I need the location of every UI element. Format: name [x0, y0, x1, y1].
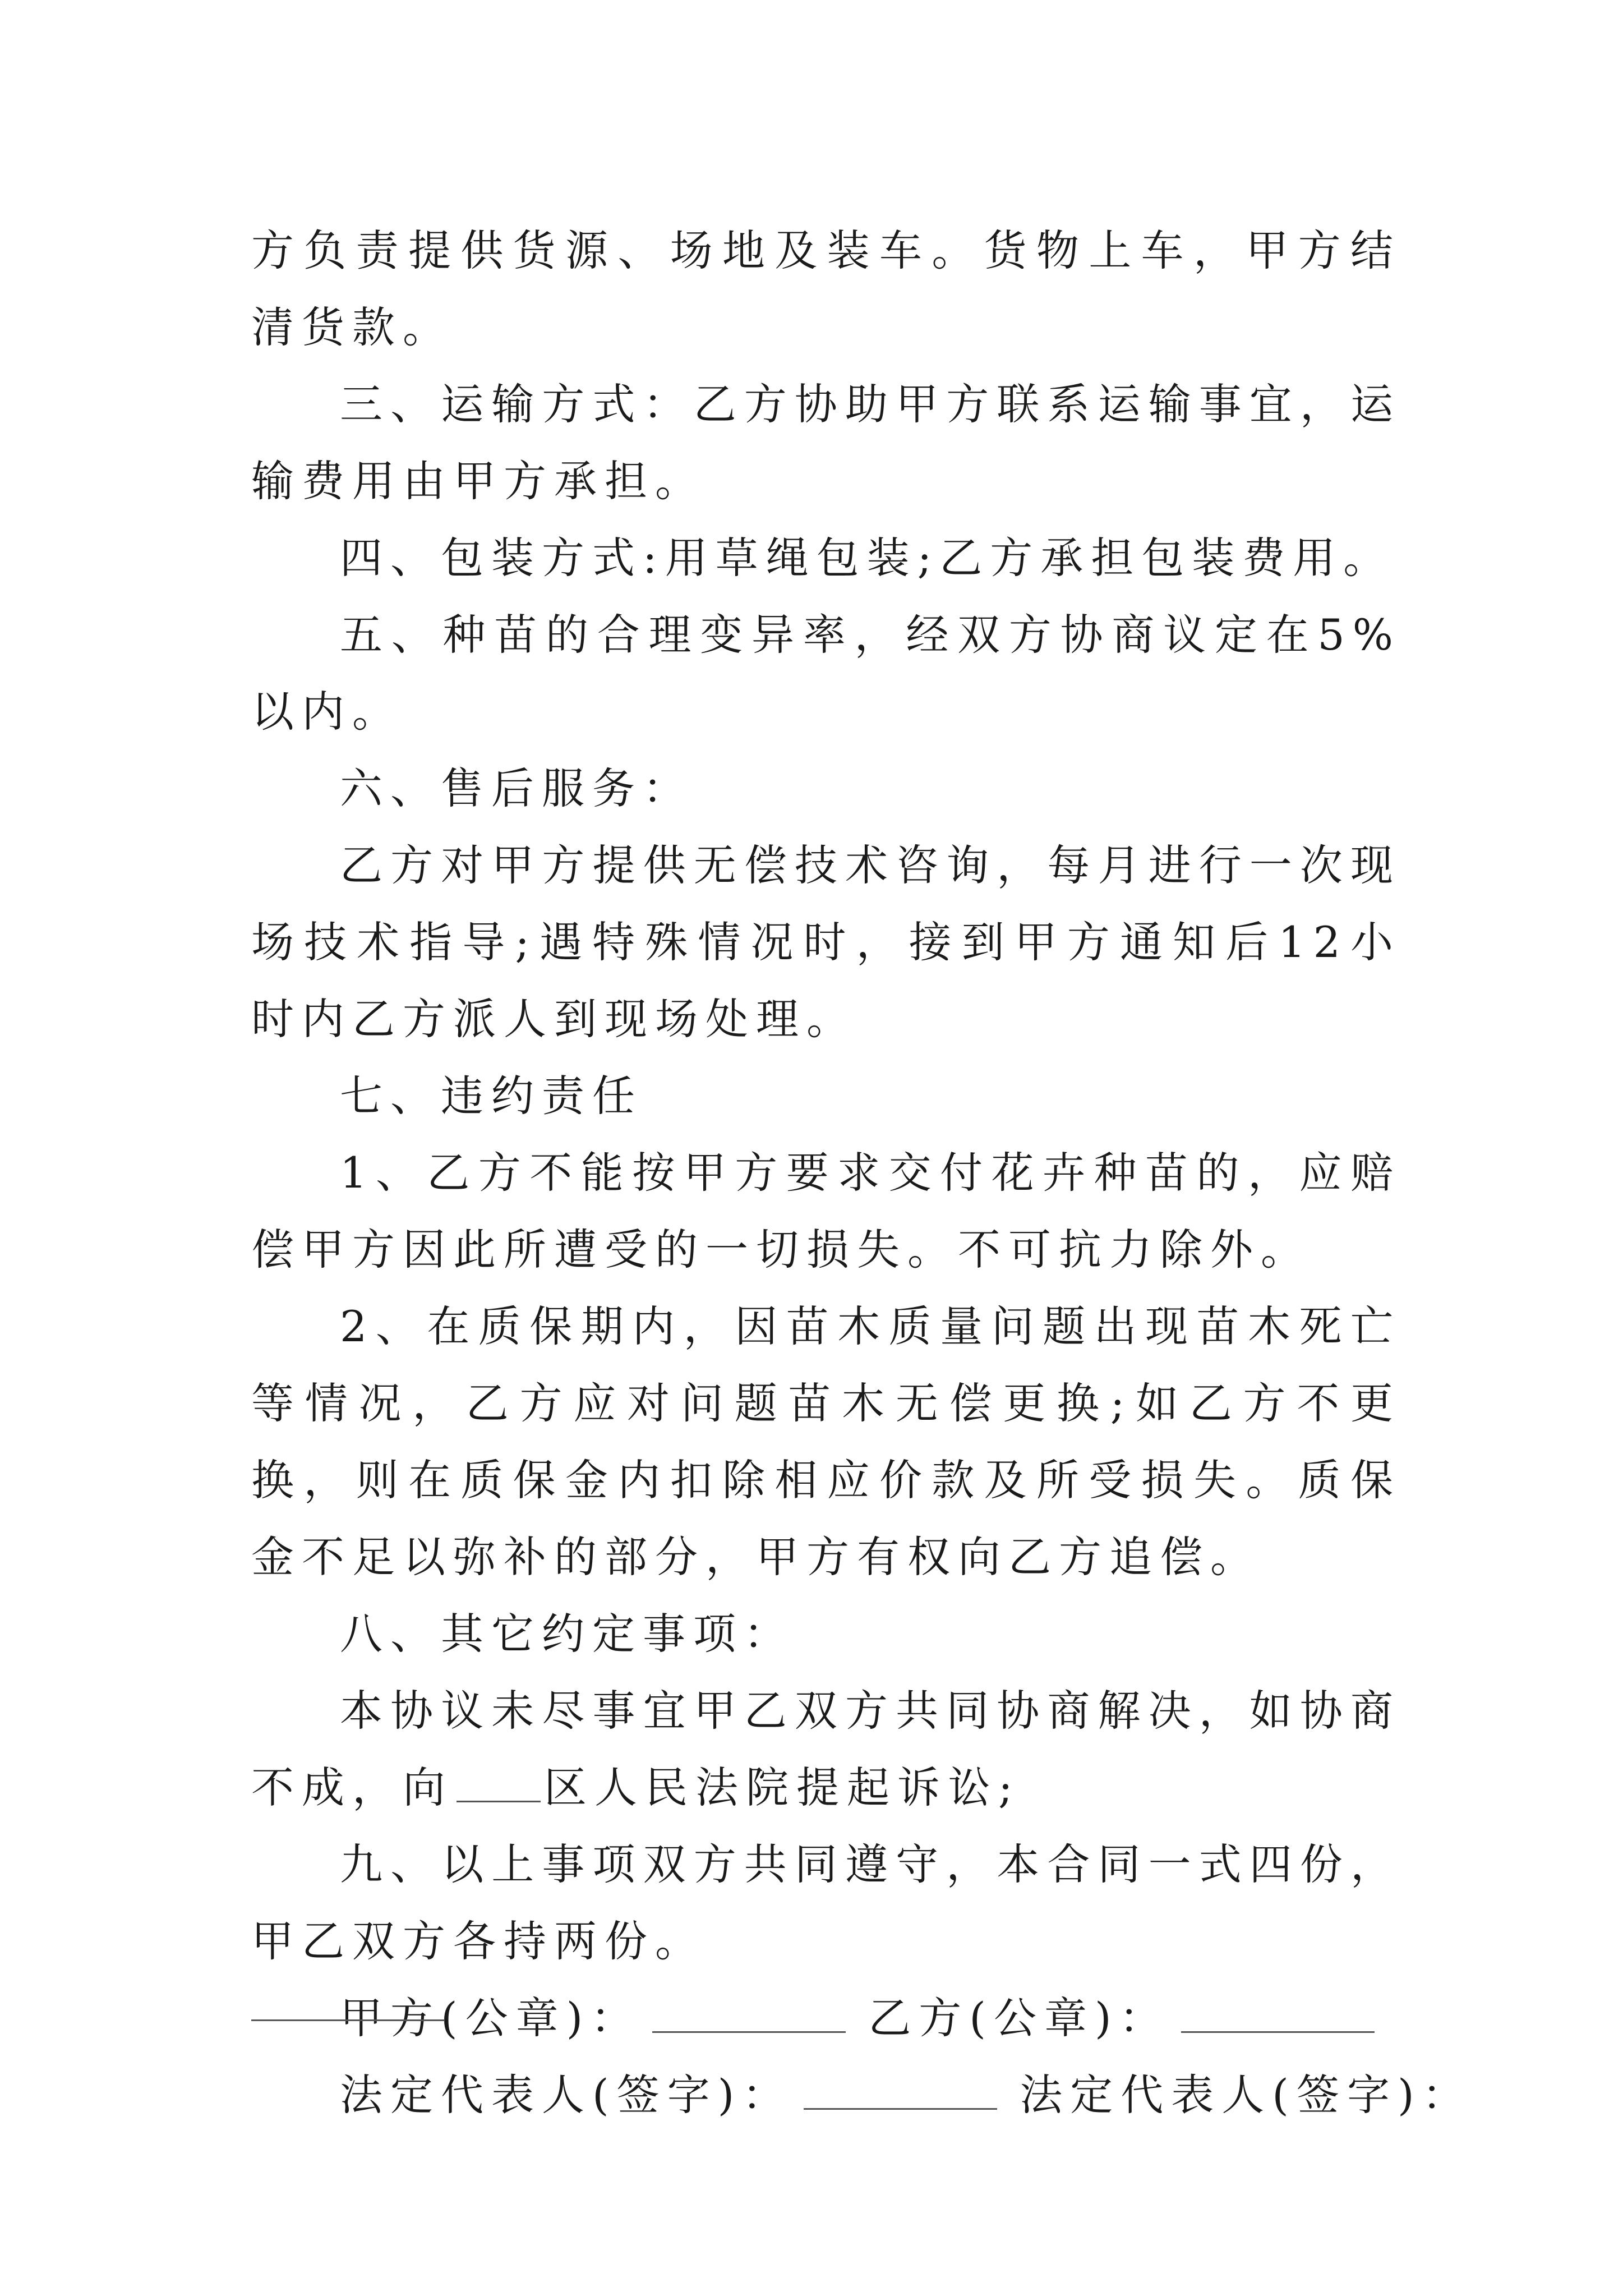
dispute-text-end: 区人民法院提起诉讼;	[544, 1763, 1021, 1812]
paragraph-after-sales: 乙方对甲方提供无偿技术咨询，每月进行一次现场技术指导;遇特殊情况时，接到甲方通知后12小时内乙方派人到现场处理。	[251, 840, 1401, 1044]
party-b-rep-label: 法定代表人(签字)：	[1020, 2070, 1473, 2120]
heading-other-terms: 八、其它约定事项：	[340, 1609, 794, 1659]
heading-after-sales: 六、售后服务：	[340, 763, 693, 813]
paragraph-copies: 九、以上事项双方共同遵守，本合同一式四份，甲乙双方各持两份。	[251, 1839, 1401, 1966]
document-body	[251, 212, 1473, 2133]
paragraph-transport: 三、运输方式：乙方协助甲方联系运输事宜，运输费用由甲方承担。	[251, 379, 1401, 506]
paragraph-liability-2: 2、在质保期内，因苗木质量问题出现苗木死亡等情况，乙方应对问题苗木无偿更换;如乙方不更换，则在质保金内扣除相应价款及所受损失。质保金不足以弥补的部分，甲方有权向乙方追偿。	[251, 1301, 1401, 1582]
paragraph-liability-1: 1、乙方不能按甲方要求交付花卉种苗的，应赔偿甲方因此所遭受的一切损失。不可抗力除外。	[251, 1148, 1401, 1274]
party-b-rep-blank	[251, 2019, 445, 2021]
paragraph-dispute	[251, 1672, 1401, 1826]
party-b-seal-label: 乙方(公章)：	[868, 1993, 1170, 2043]
heading-liability: 七、违约责任	[340, 1071, 643, 1121]
seal-row	[251, 1980, 1401, 2056]
paragraph-variation-rate: 五、种苗的合理变异率，经双方协商议定在5%以内。	[251, 610, 1401, 737]
party-a-rep-label: 法定代表人(签字)：	[340, 2070, 793, 2120]
party-a-seal-blank	[652, 2029, 846, 2033]
party-a-seal-label: 甲方(公章)：	[340, 1993, 642, 2043]
paragraph-goods-supply: 方负责提供货源、场地及装车。货物上车，甲方结清货款。	[251, 226, 1401, 352]
paragraph-packaging: 四、包装方式:用草绳包装;乙方承担包装费用。	[340, 533, 1394, 583]
party-a-rep-blank	[804, 2106, 997, 2110]
representative-row	[251, 2056, 1473, 2133]
dispute-text-start: 本协议未尽事宜甲乙双方共同协商解决，如协商不成，向	[251, 1686, 1401, 1812]
party-b-seal-blank	[1181, 2029, 1375, 2033]
court-blank-line	[457, 1798, 541, 1802]
